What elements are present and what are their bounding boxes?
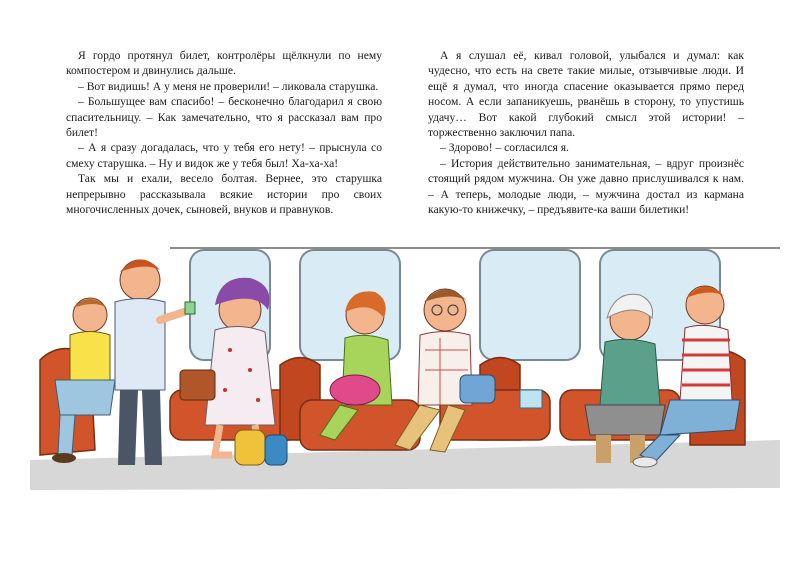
paragraph: – Здорово! – согласился я. bbox=[440, 141, 569, 155]
paragraph: – Вот видишь! А у меня не проверили! – ликовала старушка. bbox=[78, 79, 379, 93]
paragraph: – История действительно занимательная, – вдруг произнёс стоящий рядом мужчина. Он уже давно прислушивался к нам. – А теперь, молодые люди, – мужчина достал из кармана какую-то книжечку, – предъявите-ка ваши билетики! bbox=[428, 156, 744, 217]
tram-illustration bbox=[0, 240, 800, 560]
backpack bbox=[235, 430, 287, 465]
paragraph: Так мы и ехали, весело болтая. Вернее, это старушка непрерывно рассказывала всякие истории про своих многочисленных дочек, сыновей, внуков и правнуков. bbox=[66, 172, 382, 217]
left-page-text bbox=[66, 48, 382, 217]
paragraph: – Большущее вам спасибо! – бесконечно благодарил я свою спасительницу. – Как замечательно, что я рассказал вам про билет! bbox=[66, 95, 382, 140]
tram-passengers-illustration bbox=[0, 240, 800, 560]
right-page-text bbox=[428, 48, 744, 217]
paragraph: – А я сразу догадалась, что у тебя его нету! – прыснула со смеху старушка. – Ну и видок же у тебя был! Ха-ха-ха! bbox=[66, 141, 382, 170]
paragraph: Я гордо протянул билет, контролёры щёлкнули по нему компостером и двинулись дальше. bbox=[66, 49, 382, 78]
paragraph: А я слушал её, кивал головой, улыбался и думал: как чудесно, что есть на свете такие милые, отзывчивые люди. И ещё я думал, что иногда спасение оказывается прямо перед носом. А если запаникуешь, рванёшь в сторону, то упустишь удачу… Вот какой глубокий смысл этой истории! – торжественно заключил папа. bbox=[428, 49, 744, 140]
gift-box bbox=[520, 390, 542, 408]
